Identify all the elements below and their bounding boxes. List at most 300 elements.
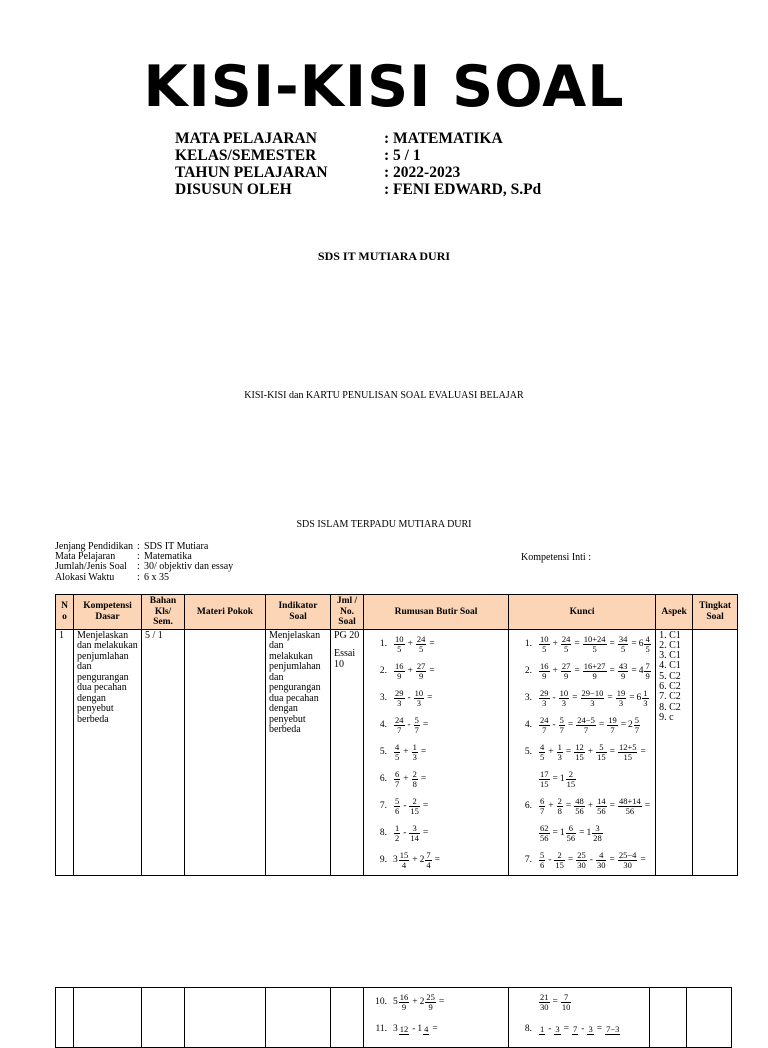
fraction xyxy=(596,743,607,762)
operator: + xyxy=(403,746,409,757)
question-number: 11. xyxy=(375,1024,387,1035)
question-item xyxy=(367,1016,505,1043)
cell-kompetensi-dasar: Menjelaskan dan melakukan penjumlahan dan pengurangan dua pecahan dengan penyebut berbeda xyxy=(74,629,142,875)
equals-sign: = xyxy=(427,692,433,703)
fraction xyxy=(559,689,570,708)
numerator: 27 xyxy=(561,660,571,671)
fraction xyxy=(561,635,572,654)
numerator: 5 xyxy=(540,849,545,860)
fraction xyxy=(642,689,648,708)
fraction xyxy=(425,993,436,1012)
operator: = xyxy=(565,746,572,757)
operator: = xyxy=(629,692,635,703)
question-item xyxy=(367,685,505,712)
numerator: 16 xyxy=(395,660,404,671)
numerator: 29−10 xyxy=(581,687,604,698)
operator: = xyxy=(567,719,574,730)
denominator: 56 xyxy=(566,832,576,843)
operator: + xyxy=(548,746,554,757)
numerator: 62 xyxy=(540,822,549,833)
operator: = xyxy=(609,665,615,676)
meta-colon: : xyxy=(137,541,140,552)
fraction xyxy=(592,824,603,843)
info-label: TAHUN PELAJARAN xyxy=(175,164,328,181)
school-title: SDS IT MUTIARA DURI xyxy=(317,249,451,263)
denominator: 56 xyxy=(540,832,549,843)
denominator: 7 xyxy=(583,724,589,735)
denominator: 7 xyxy=(610,724,615,735)
operator: = xyxy=(609,638,615,649)
numerator: 19 xyxy=(616,687,626,698)
fraction xyxy=(394,662,405,681)
denominator: 4 xyxy=(401,859,407,870)
denominator: 8 xyxy=(412,778,417,789)
whole-number: 6 xyxy=(636,692,642,703)
whole-number: 2 xyxy=(419,854,425,865)
denominator: 28 xyxy=(593,832,602,843)
fraction xyxy=(618,662,629,681)
numerator: 24 xyxy=(540,714,549,725)
answer-list xyxy=(512,631,652,874)
numerator: 7 xyxy=(561,993,572,1003)
equals-sign: = xyxy=(429,638,435,649)
answer-number: 3. xyxy=(524,692,532,703)
info-value: : MATEMATIKA xyxy=(384,130,503,147)
question-item xyxy=(367,658,505,685)
fraction xyxy=(414,716,420,735)
fraction xyxy=(561,993,572,1012)
answer-number: 1. xyxy=(524,638,532,649)
numerator: 7 xyxy=(573,1023,578,1034)
operator: = xyxy=(609,746,615,757)
denominator: 56 xyxy=(575,805,584,816)
numerator: 10 xyxy=(414,687,424,698)
operator: = xyxy=(607,692,613,703)
operator: = xyxy=(572,692,578,703)
fraction xyxy=(566,770,577,789)
fraction xyxy=(539,662,550,681)
operator: - xyxy=(412,1024,416,1035)
fraction xyxy=(618,797,642,816)
numerator: 1 xyxy=(540,1023,545,1034)
denominator: 5 xyxy=(418,643,424,654)
question-number: 4. xyxy=(379,719,387,730)
numerator: 10 xyxy=(395,633,404,644)
question-item xyxy=(367,793,505,820)
cell-kompetensi-dasar xyxy=(74,988,142,1048)
header-kunci: Kunci xyxy=(509,595,656,630)
info-label: KELAS/SEMESTER xyxy=(175,147,317,164)
fraction xyxy=(581,689,605,708)
denominator: 7 xyxy=(542,724,547,735)
whole-number: 5 xyxy=(393,997,398,1008)
operator: - xyxy=(552,692,556,703)
denominator: 15 xyxy=(555,859,564,870)
operator: = xyxy=(579,827,585,838)
denominator: 3 xyxy=(412,751,417,762)
denominator: 14 xyxy=(410,832,419,843)
fraction xyxy=(566,824,577,843)
denominator: 6 xyxy=(395,805,400,816)
fraction xyxy=(634,716,640,735)
equals-sign: = xyxy=(420,773,427,784)
denominator: 5 xyxy=(542,643,547,654)
cell-materi xyxy=(185,988,266,1048)
meta-colon: : xyxy=(137,561,140,572)
numerator: 4 xyxy=(540,741,545,752)
answer-number: 4. xyxy=(524,719,532,730)
numerator: 43 xyxy=(618,660,628,671)
meta-key: Jumlah/Jenis Soal xyxy=(55,561,127,572)
numerator: 7−3 xyxy=(606,1023,620,1034)
denominator: 9 xyxy=(592,670,597,681)
whole-number: 1 xyxy=(559,773,565,784)
whole-number: 2 xyxy=(419,997,425,1008)
numerator: 24 xyxy=(416,633,426,644)
info-label: MATA PELAJARAN xyxy=(175,130,317,147)
fraction xyxy=(559,716,565,735)
table-row xyxy=(56,629,738,875)
operator: = xyxy=(640,854,646,865)
fraction xyxy=(554,1025,560,1035)
meta-value: SDS IT Mutiara xyxy=(144,541,209,552)
denominator: 15 xyxy=(540,778,549,789)
equals-sign: = xyxy=(429,665,435,676)
denominator: 3 xyxy=(542,697,547,708)
answer-item xyxy=(512,658,652,685)
question-number: 3. xyxy=(379,692,387,703)
cell-tingkat xyxy=(693,629,738,875)
operator: = xyxy=(640,746,646,757)
operator: = xyxy=(563,1024,570,1035)
meta-value: 30/ objektiv dan essay xyxy=(144,561,234,572)
operator: = xyxy=(552,827,558,838)
answer-item xyxy=(512,847,652,874)
denominator: 7 xyxy=(414,724,419,735)
question-list xyxy=(367,989,505,1043)
fraction xyxy=(399,851,410,870)
operator: - xyxy=(403,827,407,838)
numerator: 24 xyxy=(395,714,404,725)
denominator: 56 xyxy=(625,805,635,816)
operator: - xyxy=(589,854,593,865)
fraction xyxy=(539,1025,545,1035)
operator: - xyxy=(552,719,556,730)
question-item xyxy=(367,847,505,874)
question-item xyxy=(367,631,505,658)
fraction xyxy=(412,770,418,789)
answer-item xyxy=(512,793,652,820)
fraction xyxy=(539,689,550,708)
fraction xyxy=(618,635,629,654)
fraction xyxy=(539,797,545,816)
cell-indikator: Menjelaskan dan melakukan penjumlahan dan pengurangan dua pecahan dengan penyebut berbeda xyxy=(266,629,331,875)
cell-kunci xyxy=(509,988,650,1048)
meta-key: Jenjang Pendidikan xyxy=(55,541,134,552)
numerator: 10+24 xyxy=(583,633,606,644)
numerator: 3 xyxy=(555,1023,560,1034)
denominator: 15 xyxy=(566,778,576,789)
fraction xyxy=(561,662,572,681)
numerator: 25−4 xyxy=(618,849,637,860)
fraction xyxy=(572,1025,578,1035)
fraction xyxy=(425,851,431,870)
numerator: 5 xyxy=(559,714,564,725)
info-value: : 2022-2023 xyxy=(384,164,461,181)
question-number: 9. xyxy=(379,854,387,865)
fraction xyxy=(394,797,400,816)
denominator: 5 xyxy=(540,751,545,762)
fraction xyxy=(557,743,563,762)
numerator: 7 xyxy=(426,849,431,860)
denominator: 7 xyxy=(559,724,564,735)
whole-number: 6 xyxy=(638,638,644,649)
question-number: 7. xyxy=(379,800,387,811)
denominator: 3 xyxy=(416,697,422,708)
denominator: 9 xyxy=(418,670,424,681)
numerator: 19 xyxy=(608,714,617,725)
fraction xyxy=(576,851,587,870)
cell-jml-soal xyxy=(331,988,364,1048)
numerator: 12 xyxy=(575,741,584,752)
operator: + xyxy=(548,800,554,811)
denominator: 5 xyxy=(563,643,569,654)
question-number: 5. xyxy=(379,746,387,757)
fraction xyxy=(607,716,618,735)
school-subtitle: SDS ISLAM TERPADU MUTIARA DURI xyxy=(296,519,472,530)
fraction xyxy=(583,662,607,681)
fraction xyxy=(616,689,627,708)
equals-sign: = xyxy=(422,800,429,811)
cell-indikator xyxy=(266,988,331,1048)
numerator: 2 xyxy=(409,797,420,807)
question-item xyxy=(367,989,505,1016)
fraction xyxy=(583,635,607,654)
denominator: 30 xyxy=(623,859,632,870)
cell-bahan: 5 / 1 xyxy=(142,629,185,875)
header-tingkat: Tingkat Soal xyxy=(693,595,738,630)
cell-materi xyxy=(185,629,266,875)
fraction xyxy=(557,797,563,816)
table-row xyxy=(56,988,732,1048)
operator: = xyxy=(631,638,637,649)
whole-number: 1 xyxy=(559,827,565,838)
fraction xyxy=(539,851,545,870)
denominator: 9 xyxy=(397,670,402,681)
operator: = xyxy=(631,665,637,676)
question-number: 1. xyxy=(379,638,387,649)
denominator: 3 xyxy=(561,697,567,708)
numerator: 6 xyxy=(540,795,545,806)
denominator: 7 xyxy=(397,724,402,735)
denominator: 3 xyxy=(643,697,648,708)
denominator: 9 xyxy=(563,670,569,681)
fraction xyxy=(394,689,405,708)
numerator: 16 xyxy=(540,660,549,671)
kisi-table xyxy=(55,594,738,876)
kompetensi-inti-label: Kompetensi Inti : xyxy=(521,552,591,563)
equals-sign: = xyxy=(434,854,440,865)
numerator: 1 xyxy=(412,741,417,752)
fraction xyxy=(554,851,565,870)
denominator: 5 xyxy=(395,751,400,762)
kisi-heading: KISI-KISI dan KARTU PENULISAN SOAL EVALUASI BELAJAR xyxy=(244,390,524,401)
document-title: KISI-KISI SOAL xyxy=(143,54,625,120)
header-rumusan: Rumusan Butir Soal xyxy=(364,595,509,630)
header-indikator: Indikator Soal xyxy=(266,595,331,630)
operator: = xyxy=(574,638,580,649)
question-number: 8. xyxy=(379,827,387,838)
answer-item xyxy=(512,631,652,658)
numerator: 16+27 xyxy=(583,660,606,671)
denominator: 9 xyxy=(621,670,626,681)
header-aspek: Aspek xyxy=(656,595,693,630)
numerator: 7 xyxy=(645,660,650,671)
question-item xyxy=(367,820,505,847)
numerator: 4 xyxy=(645,633,650,644)
operator: + xyxy=(412,997,418,1008)
numerator: 1 xyxy=(395,822,400,833)
fraction xyxy=(399,1025,410,1035)
denominator: 15 xyxy=(623,751,632,762)
numerator: 12 xyxy=(399,1023,409,1034)
fraction xyxy=(394,743,400,762)
equals-sign: = xyxy=(432,1024,438,1035)
denominator: 9 xyxy=(401,1002,407,1012)
answer-number: 7. xyxy=(524,854,532,865)
denominator: 4 xyxy=(426,859,431,870)
answer-item xyxy=(512,1016,646,1043)
numerator: 21 xyxy=(540,992,549,1002)
numerator: 5 xyxy=(634,714,640,725)
numerator: 10 xyxy=(540,633,549,644)
answer-number: 2. xyxy=(524,665,532,676)
numerator: 4 xyxy=(395,741,400,752)
fraction xyxy=(587,1025,593,1035)
operator: - xyxy=(403,800,407,811)
denominator: 7 xyxy=(395,778,400,789)
operator: + xyxy=(407,665,413,676)
numerator: 3 xyxy=(592,824,603,834)
question-item xyxy=(367,712,505,739)
denominator: 5 xyxy=(397,643,402,654)
operator: = xyxy=(574,665,580,676)
numerator: 4 xyxy=(596,851,607,861)
numerator: 27 xyxy=(416,660,426,671)
fraction xyxy=(394,716,405,735)
fraction xyxy=(412,743,418,762)
operator: - xyxy=(548,854,552,865)
cell-rumusan xyxy=(364,988,509,1048)
meta-colon: : xyxy=(137,572,140,583)
denominator: 3 xyxy=(397,697,402,708)
denominator: 3 xyxy=(590,697,595,708)
operator: = xyxy=(552,997,558,1008)
numerator: 24−5 xyxy=(577,714,595,725)
fraction xyxy=(539,824,550,843)
kisi-table-continued xyxy=(55,987,732,1048)
operator: = xyxy=(552,773,558,784)
info-value: : 5 / 1 xyxy=(384,147,421,164)
numerator: 2 xyxy=(566,770,577,780)
fraction xyxy=(394,770,400,789)
fraction xyxy=(539,770,550,789)
numerator: 2 xyxy=(412,768,417,779)
numerator: 2 xyxy=(557,795,562,806)
header-bahan: Bahan Kls/ Sem. xyxy=(142,595,185,630)
whole-number: 3 xyxy=(393,854,398,865)
cell-bahan xyxy=(142,988,185,1048)
numerator: 34 xyxy=(618,633,628,644)
operator: = xyxy=(609,854,615,865)
numerator: 2 xyxy=(554,851,565,861)
fraction xyxy=(409,824,420,843)
operator: = xyxy=(620,719,627,730)
equals-sign: = xyxy=(420,746,427,757)
answer-item xyxy=(512,712,652,739)
fraction xyxy=(644,635,650,654)
numerator: 3 xyxy=(409,824,420,834)
fraction xyxy=(574,797,585,816)
operator: = xyxy=(596,1024,603,1035)
denominator: 9 xyxy=(542,670,547,681)
fraction xyxy=(574,743,585,762)
operator: = xyxy=(565,800,572,811)
answer-continuation xyxy=(512,820,652,847)
numerator: 24 xyxy=(561,633,571,644)
cell-no: 1 xyxy=(56,629,74,875)
fraction xyxy=(416,662,427,681)
denominator: 2 xyxy=(395,832,400,843)
denominator: 5 xyxy=(592,643,597,654)
info-value: : FENI EDWARD, S.Pd xyxy=(384,181,542,198)
operator: + xyxy=(407,638,413,649)
fraction xyxy=(644,662,650,681)
denominator: 56 xyxy=(597,805,606,816)
denominator: 8 xyxy=(557,805,562,816)
denominator: 15 xyxy=(575,751,584,762)
operator: - xyxy=(407,692,411,703)
meta-colon: : xyxy=(137,551,140,562)
fraction xyxy=(399,993,410,1012)
whole-number: 4 xyxy=(638,665,644,676)
answer-list xyxy=(512,989,646,1043)
numerator: 48 xyxy=(575,795,584,806)
operator: + xyxy=(587,800,594,811)
fraction xyxy=(539,635,550,654)
denominator: 3 xyxy=(618,697,624,708)
answer-continuation xyxy=(512,989,646,1016)
table-header-row xyxy=(56,595,738,630)
denominator: 5 xyxy=(645,643,650,654)
numerator: 25 xyxy=(577,849,586,860)
numerator: 15 xyxy=(399,849,409,860)
numerator: 4 xyxy=(424,1023,429,1034)
numerator: 16 xyxy=(399,992,409,1002)
fraction xyxy=(423,1025,429,1035)
operator: - xyxy=(407,719,411,730)
fraction xyxy=(394,635,405,654)
numerator: 48+14 xyxy=(618,795,641,806)
equals-sign: = xyxy=(438,997,445,1008)
operator: = xyxy=(567,854,574,865)
numerator: 12+5 xyxy=(618,741,637,752)
cell-kunci xyxy=(509,629,656,875)
operator: - xyxy=(548,1024,552,1035)
answer-number: 6. xyxy=(524,800,532,811)
numerator: 10 xyxy=(559,687,569,698)
question-list xyxy=(367,631,505,874)
